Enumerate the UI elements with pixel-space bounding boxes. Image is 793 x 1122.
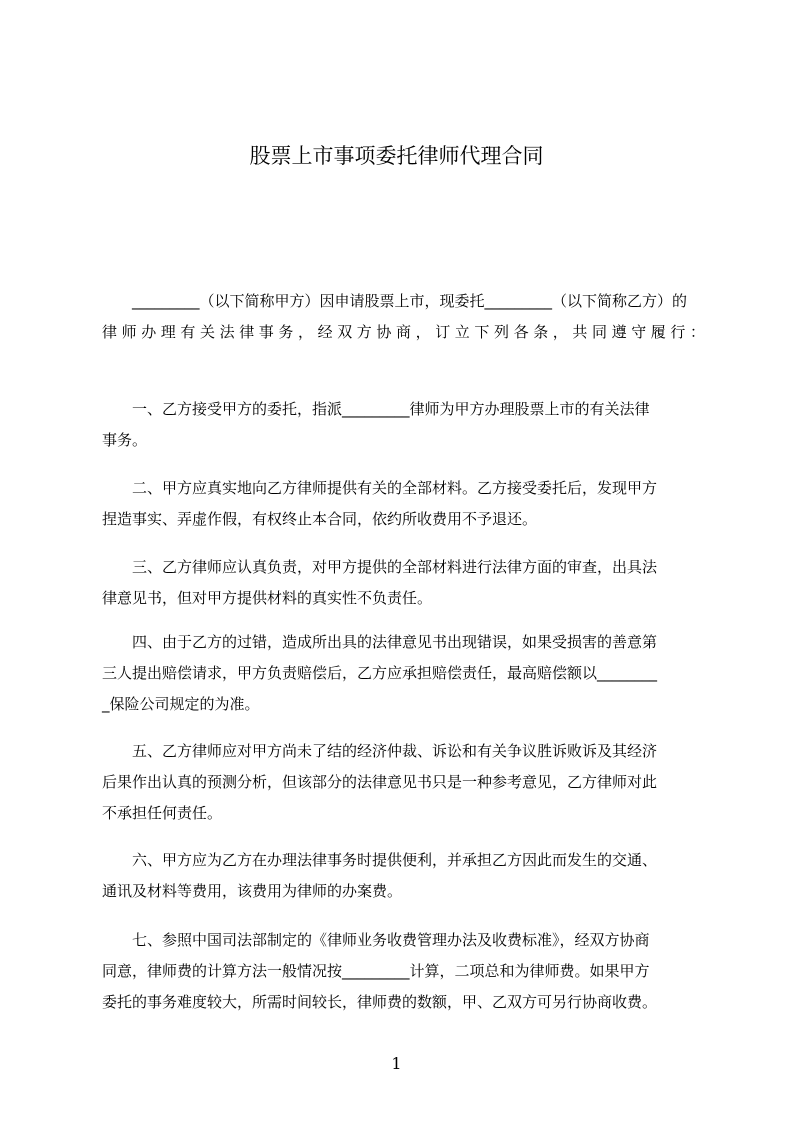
clause-4 (102, 627, 700, 720)
clause-line: 一、乙方接受甲方的委托，指派_________律师为甲方办理股票上市的有关法律 (102, 400, 650, 418)
clause-6 (102, 845, 700, 907)
clause-1 (102, 394, 700, 456)
clause-3 (102, 552, 700, 614)
clause-line: 七、参照中国司法部制定的《律师业务收费管理办法及收费标准》，经双方协商 (102, 931, 650, 949)
clause-line: 不承担任何责任。 (102, 804, 223, 822)
clause-line: 捏造事实、弄虚作假，有权终止本合同，依约所收费用不予退还。 (102, 510, 538, 528)
document-title: 股票上市事项委托律师代理合同 (249, 144, 544, 168)
clause-line: 同意，律师费的计算方法一般情况按_________计算，二项总和为律师费。如果甲方 (102, 962, 650, 980)
intro-line: 律师办理有关法律事务，经双方协商，订立下列各条，共同遵守履行： (102, 323, 710, 341)
clause-line: 事务。 (102, 431, 148, 449)
clause-line: _保险公司规定的为准。 (102, 695, 260, 713)
clause-7 (102, 925, 700, 1018)
clause-5 (102, 736, 700, 829)
clause-line: 六、甲方应为乙方在办理法律事务时提供便利，并承担乙方因此而发生的交通、 (102, 851, 658, 869)
clause-line: 三人提出赔偿请求，甲方负责赔偿后，乙方应承担赔偿责任，最高赔偿额以________ (102, 664, 658, 682)
intro-paragraph (102, 286, 710, 348)
clause-line: 三、乙方律师应认真负责，对甲方提供的全部材料进行法律方面的审查，出具法 (102, 558, 658, 576)
intro-line: _________（以下简称甲方）因申请股票上市，现委托_________（以下简称乙方）的 (102, 292, 688, 310)
clause-2 (102, 473, 700, 535)
clause-line: 委托的事务难度较大，所需时间较长，律师费的数额，甲、乙双方可另行协商收费。 (102, 993, 658, 1011)
clause-line: 二、甲方应真实地向乙方律师提供有关的全部材料。乙方接受委托后，发现甲方 (102, 479, 658, 497)
page-number: 1 (391, 1054, 402, 1073)
clause-line: 后果作出认真的预测分析，但该部分的法律意见书只是一种参考意见，乙方律师对此 (102, 773, 658, 791)
clause-line: 四、由于乙方的过错，造成所出具的法律意见书出现错误，如果受损害的善意第 (102, 633, 658, 651)
clause-line: 通讯及材料等费用，该费用为律师的办案费。 (102, 882, 403, 900)
clause-line: 律意见书，但对甲方提供材料的真实性不负责任。 (102, 589, 433, 607)
clause-line: 五、乙方律师应对甲方尚未了结的经济仲裁、诉讼和有关争议胜诉败诉及其经济 (102, 742, 658, 760)
